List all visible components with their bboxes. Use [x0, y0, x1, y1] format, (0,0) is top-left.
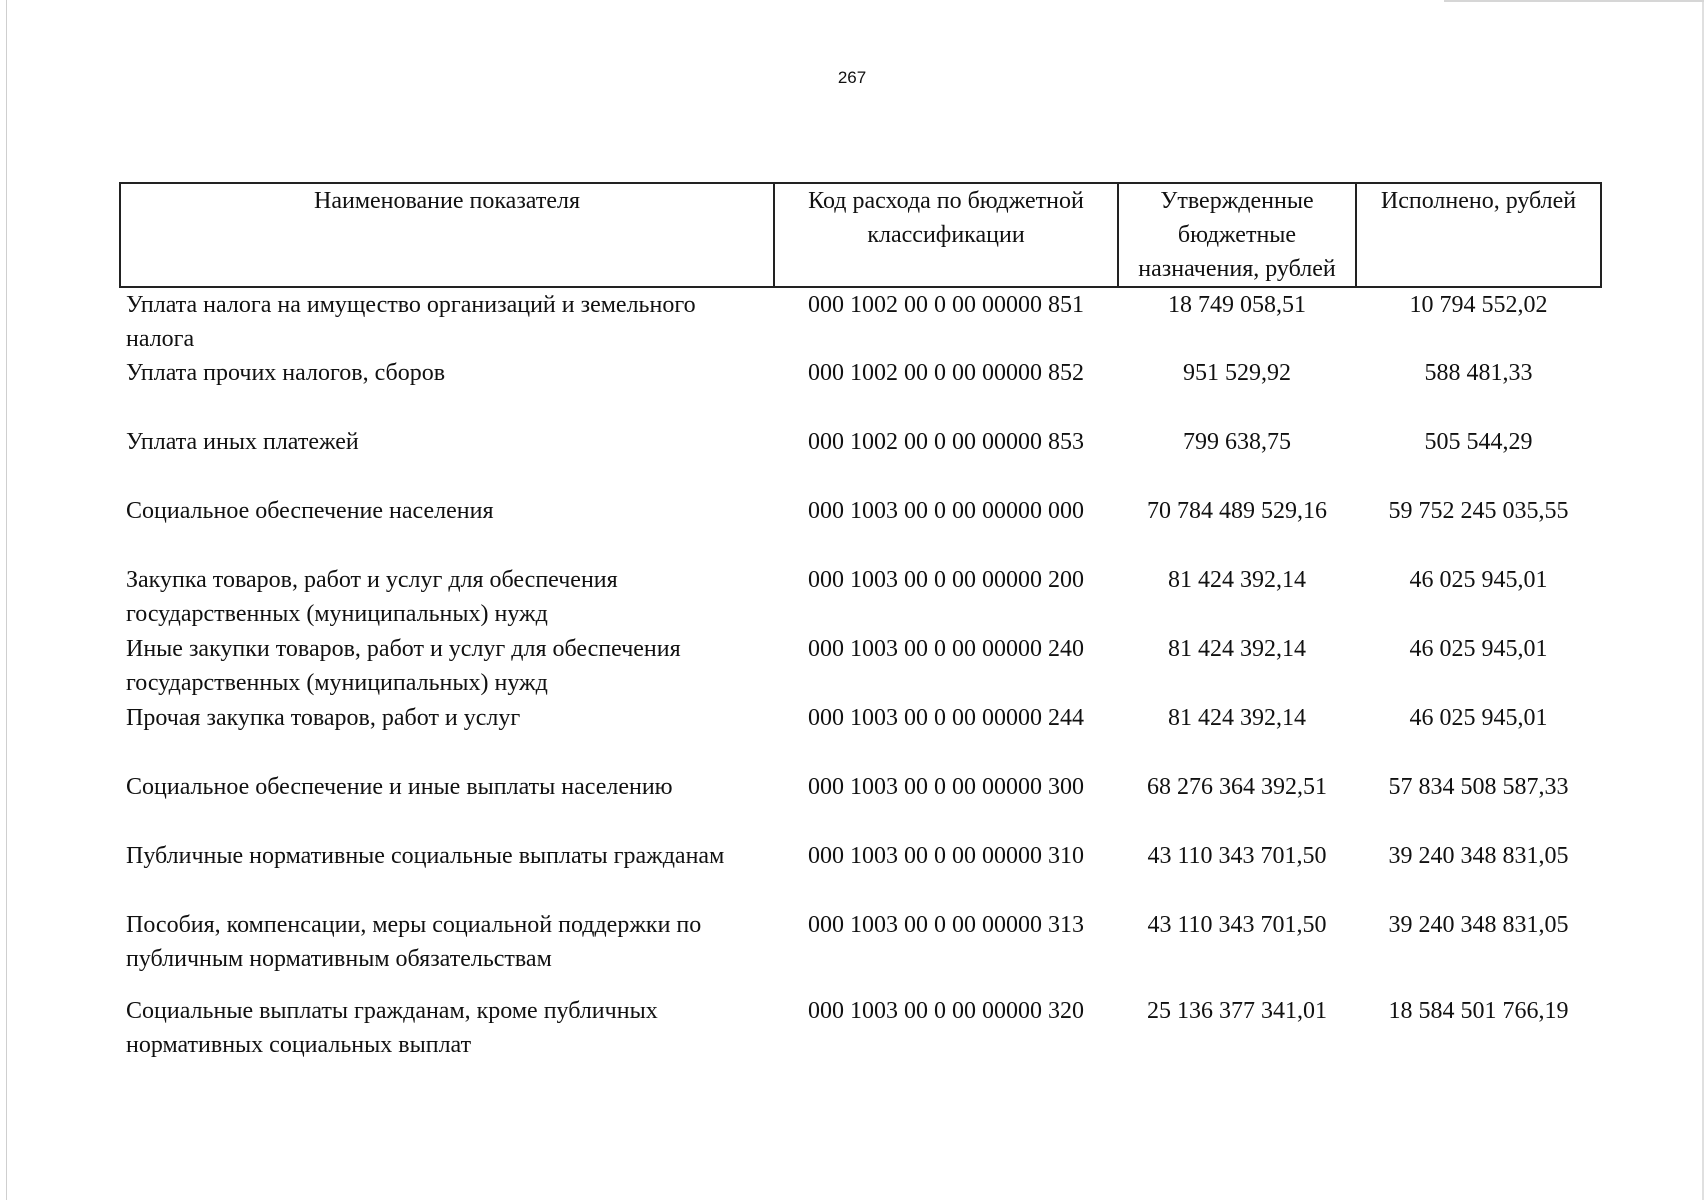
row-approved-amount: 43 110 343 701,50 — [1147, 843, 1327, 869]
header-indicator-name: Наименование показателя — [120, 183, 774, 287]
row-indicator-name: Уплата прочих налогов, сборов — [126, 360, 446, 386]
row-approved-amount: 799 638,75 — [1183, 429, 1291, 455]
row-approved-amount: 81 424 392,14 — [1168, 705, 1306, 731]
row-executed-amount: 18 584 501 766,19 — [1388, 998, 1569, 1024]
page-number: 267 — [837, 68, 867, 87]
row-executed-amount: 46 025 945,01 — [1409, 636, 1548, 662]
row-expense-code: 000 1003 00 0 00 00000 313 — [808, 912, 1084, 938]
header-expense-code: Код расхода по бюджетной классификации — [774, 183, 1118, 287]
row-indicator-name: Уплата иных платежей — [126, 429, 359, 455]
row-expense-code: 000 1003 00 0 00 00000 240 — [808, 636, 1084, 662]
row-executed-amount: 39 240 348 831,05 — [1388, 843, 1569, 869]
row-approved-amount: 81 424 392,14 — [1168, 567, 1306, 593]
row-indicator-name: Публичные нормативные социальные выплаты гражданам — [126, 843, 725, 869]
row-executed-amount: 10 794 552,02 — [1409, 292, 1548, 318]
row-approved-amount: 951 529,92 — [1183, 360, 1291, 386]
header-executed-amount: Исполнено, рублей — [1356, 183, 1601, 287]
row-expense-code: 000 1002 00 0 00 00000 852 — [808, 360, 1084, 386]
table-header — [120, 183, 1601, 287]
row-indicator-name: Иные закупки товаров, работ и услуг для обеспечения государственных (муниципальных) нужд — [126, 636, 681, 696]
row-expense-code: 000 1003 00 0 00 00000 300 — [808, 774, 1084, 800]
row-indicator-name: Закупка товаров, работ и услуг для обеспечения государственных (муниципальных) нужд — [126, 567, 618, 627]
row-approved-amount: 25 136 377 341,01 — [1147, 998, 1327, 1024]
table-row — [120, 770, 1601, 839]
row-expense-code: 000 1003 00 0 00 00000 320 — [808, 998, 1084, 1024]
table-row — [120, 632, 1601, 701]
row-approved-amount: 81 424 392,14 — [1168, 636, 1306, 662]
scan-edge-top — [1444, 0, 1704, 2]
row-indicator-name: Уплата налога на имущество организаций и земельного налога — [126, 292, 696, 352]
row-expense-code: 000 1002 00 0 00 00000 853 — [808, 429, 1084, 455]
row-expense-code: 000 1003 00 0 00 00000 200 — [808, 567, 1084, 593]
table-row — [120, 839, 1601, 908]
table-row — [120, 908, 1601, 994]
row-approved-amount: 43 110 343 701,50 — [1147, 912, 1327, 938]
row-executed-amount: 46 025 945,01 — [1409, 567, 1548, 593]
scan-edge-left — [6, 0, 7, 1200]
table-row — [120, 287, 1601, 356]
row-approved-amount: 70 784 489 529,16 — [1147, 498, 1327, 524]
row-executed-amount: 46 025 945,01 — [1409, 705, 1548, 731]
row-expense-code: 000 1003 00 0 00 00000 244 — [808, 705, 1084, 731]
row-indicator-name: Социальное обеспечение населения — [126, 498, 494, 524]
table-row — [120, 994, 1601, 1063]
row-executed-amount: 505 544,29 — [1424, 429, 1533, 455]
row-executed-amount: 588 481,33 — [1424, 360, 1533, 386]
table-body — [120, 287, 1601, 1063]
row-approved-amount: 68 276 364 392,51 — [1147, 774, 1327, 800]
row-approved-amount: 18 749 058,51 — [1168, 292, 1306, 318]
row-indicator-name: Социальные выплаты гражданам, кроме публичных нормативных социальных выплат — [126, 998, 658, 1058]
table-row — [120, 494, 1601, 563]
table-row — [120, 425, 1601, 494]
row-expense-code: 000 1003 00 0 00 00000 310 — [808, 843, 1084, 869]
row-expense-code: 000 1003 00 0 00 00000 000 — [808, 498, 1084, 524]
budget-execution-table — [119, 182, 1602, 1063]
row-executed-amount: 39 240 348 831,05 — [1388, 912, 1569, 938]
row-indicator-name: Пособия, компенсации, меры социальной поддержки по публичным нормативным обязательствам — [126, 912, 702, 972]
row-executed-amount: 57 834 508 587,33 — [1388, 774, 1569, 800]
row-executed-amount: 59 752 245 035,55 — [1388, 498, 1569, 524]
header-approved-amount: Утвержденные бюджетные назначения, рублей — [1118, 183, 1356, 287]
table-row — [120, 563, 1601, 632]
row-indicator-name: Прочая закупка товаров, работ и услуг — [126, 705, 521, 731]
row-indicator-name: Социальное обеспечение и иные выплаты населению — [126, 774, 673, 800]
row-expense-code: 000 1002 00 0 00 00000 851 — [808, 292, 1084, 318]
table-row — [120, 701, 1601, 770]
table-row — [120, 356, 1601, 425]
